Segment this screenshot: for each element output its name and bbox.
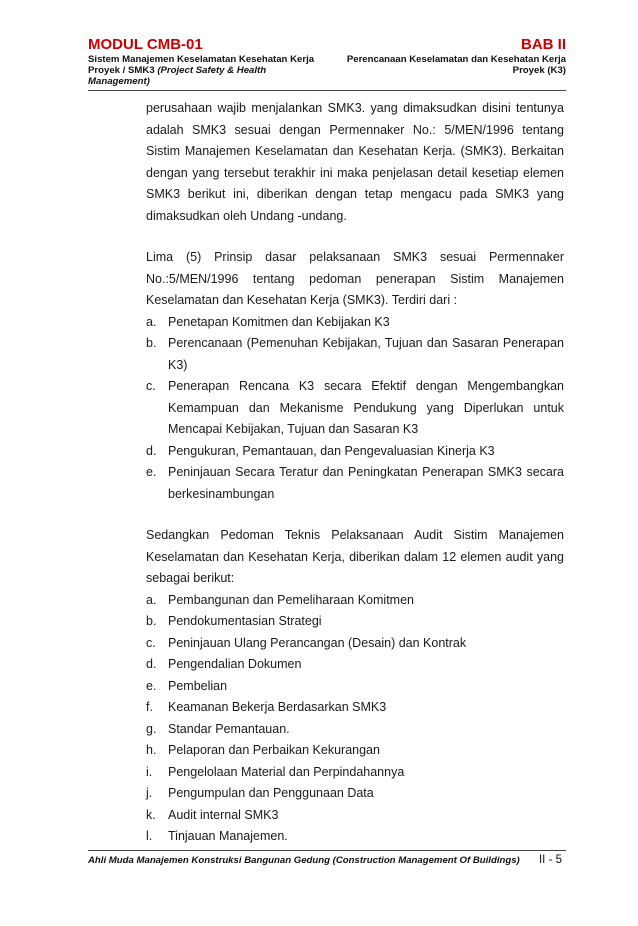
list-text: Standar Pemantauan. (168, 721, 290, 736)
header-title-row (88, 36, 566, 53)
list-item (146, 826, 564, 848)
list-marker: i. (146, 764, 153, 779)
list-text: Pendokumentasian Strategi (168, 614, 322, 628)
list-marker: a. (146, 592, 157, 607)
list-marker: b. (146, 336, 157, 350)
footer-row (88, 851, 566, 866)
list-marker: j. (146, 786, 153, 800)
list-marker: k. (146, 807, 156, 822)
paragraph-1: perusahaan wajib menjalankan SMK3. yang dimaksudkan disini tentunya adalah SMK3 sesuai dengan Permennaker No.: 5/MEN/1996 tentang Sistim Manajemen Keselamatan dan Kesehatan Kerja. (SMK3). Berkaitan dengan yang tersebut terakhir ini maka penjelasan detail kesetiap elemen SMK3 berikut ini, diberikan dengan tetap mengacu pada SMK3 yang dimaksudkan oleh Undang -undang. (146, 101, 564, 223)
list-item (146, 740, 564, 762)
list-marker: b. (146, 614, 157, 628)
list-text: Peninjauan Secara Teratur dan Peningkatan Penerapan SMK3 secara berkesinambungan (168, 465, 564, 501)
footer-text: Ahli Muda Manajemen Konstruksi Bangunan Gedung (Construction Management Of Buildings) (88, 854, 520, 866)
list-item (146, 697, 564, 719)
list-marker: a. (146, 314, 157, 329)
module-title: MODUL CMB-01 (88, 36, 203, 53)
list-text: Perencanaan (Pemenuhan Kebijakan, Tujuan dan Sasaran Penerapan K3) (168, 336, 564, 372)
page-content (146, 98, 564, 848)
list-item (146, 462, 564, 505)
list-text: Audit internal SMK3 (168, 807, 279, 822)
header-left-line2 (88, 65, 266, 76)
list-item (146, 441, 564, 463)
list-text: Pelaporan dan Perbaikan Kekurangan (168, 743, 380, 757)
list-item (146, 805, 564, 827)
header-divider (88, 90, 566, 91)
list-marker: d. (146, 657, 157, 671)
header-left-line2-b: (Project Safety & Health (157, 65, 267, 76)
list-item (146, 611, 564, 633)
list-text: Pembangunan dan Pemeliharaan Komitmen (168, 592, 414, 607)
list-text: Pengelolaan Material dan Perpindahannya (168, 764, 405, 779)
list-marker: h. (146, 743, 157, 757)
header-left-line3: Management) (88, 76, 150, 87)
list-text: Keamanan Bekerja Berdasarkan SMK3 (168, 700, 387, 714)
list-item (146, 312, 564, 334)
header-right-line2: Proyek (K3) (512, 65, 566, 76)
list-text: Pembelian (168, 678, 228, 693)
list-marker: e. (146, 678, 157, 693)
list-text: Tinjauan Manajemen. (168, 829, 288, 843)
header-left-line2-a: Proyek / SMK3 (88, 65, 155, 76)
list-item (146, 783, 564, 805)
list-text: Peninjauan Ulang Perancangan (Desain) dan Kontrak (168, 635, 467, 650)
header-subtitle-row-2 (88, 65, 566, 76)
list-text: Pengendalian Dokumen (168, 657, 302, 671)
header-subtitle-row (88, 54, 566, 65)
list-marker: l. (146, 829, 153, 843)
list-marker: f. (146, 700, 153, 714)
page-header (88, 36, 566, 91)
header-left-line1: Sistem Manajemen Keselamatan Kesehatan Kerja (88, 54, 315, 65)
list-item (146, 333, 564, 376)
list-item (146, 654, 564, 676)
list-text: Penetapan Komitmen dan Kebijakan K3 (168, 314, 390, 329)
list-marker: c. (146, 379, 156, 393)
list-item (146, 633, 564, 655)
paragraph-3: Sedangkan Pedoman Teknis Pelaksanaan Audit Sistim Manajemen Keselamatan dan Kesehatan Kerja, diberikan dalam 12 elemen audit yang sebagai berikut: (146, 528, 564, 585)
list-marker: g. (146, 721, 157, 736)
list-text: Pengukuran, Pemantauan, dan Pengevaluasian Kinerja K3 (168, 443, 495, 458)
header-right-line1: Perencanaan Keselamatan dan Kesehatan Kerja (346, 54, 566, 65)
list-marker: e. (146, 465, 157, 479)
principles-list (146, 312, 564, 506)
list-item (146, 676, 564, 698)
list-text: Penerapan Rencana K3 secara Efektif dengan Mengembangkan Kemampuan dan Mekanisme Pendukung yang Diperlukan untuk Mencapai Kebijakan, Tujuan dan Sasaran K3 (168, 379, 564, 436)
list-item (146, 376, 564, 441)
list-item (146, 590, 564, 612)
list-marker: c. (146, 635, 156, 650)
list-marker: d. (146, 443, 157, 458)
audit-elements-list (146, 590, 564, 848)
chapter-title: BAB II (521, 36, 566, 53)
paragraph-2: Lima (5) Prinsip dasar pelaksanaan SMK3 sesuai Permennaker No.:5/MEN/1996 tentang pedoman penerapan Sistim Manajemen Keselamatan dan Kesehatan Kerja (SMK3). Terdiri dari : (146, 250, 564, 307)
page-footer (88, 850, 566, 866)
list-text: Pengumpulan dan Penggunaan Data (168, 786, 374, 800)
page-number: II - 5 (538, 854, 562, 866)
list-item (146, 719, 564, 741)
list-item (146, 762, 564, 784)
